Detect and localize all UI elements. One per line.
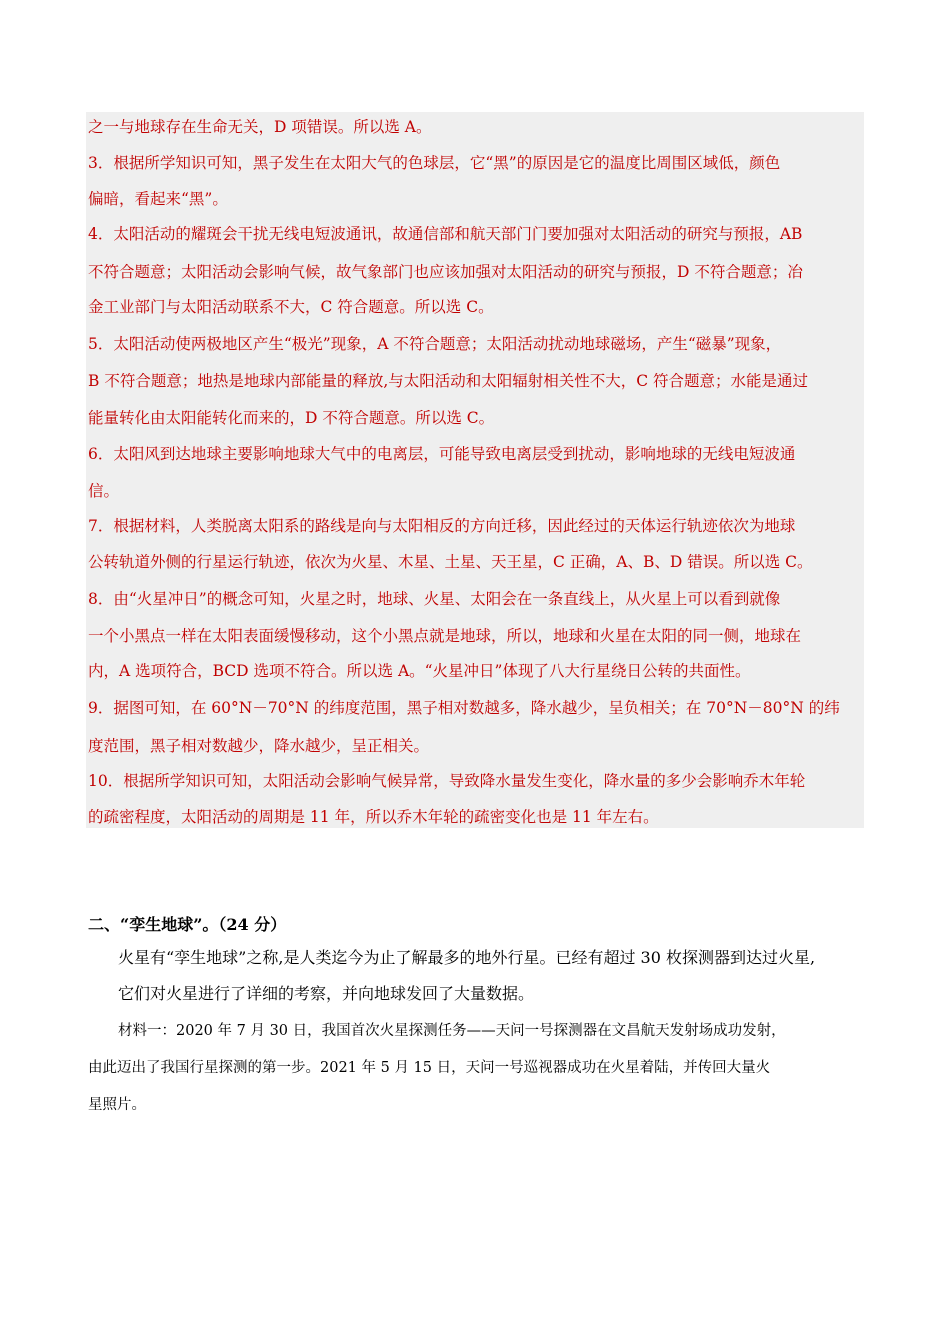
answer-line: 偏暗，看起来“黑”。 <box>88 190 228 208</box>
answer-line: 内，A 选项符合，BCD 选项不符合。所以选 A。“火星冲日”体现了八大行星绕日公转的共面性。 <box>88 662 751 680</box>
material-line: 由此迈出了我国行星探测的第一步。2021 年 5 月 15 日，天问一号巡视器成功在火星着陆，并传回大量火 <box>88 1060 771 1076</box>
answer-line: 10．根据所学知识可知，太阳活动会影响气候异常，导致降水量发生变化，降水量的多少会影响乔木年轮 <box>88 772 806 790</box>
answer-line: 不符合题意；太阳活动会影响气候，故气象部门也应该加强对太阳活动的研究与预报，D 不符合题意；冶 <box>88 263 803 281</box>
material-line: 星照片。 <box>88 1097 146 1113</box>
answer-line: 8．由“火星冲日”的概念可知，火星之时，地球、火星、太阳会在一条直线上，从火星上可以看到就像 <box>88 590 781 608</box>
answer-explanation-box <box>86 112 864 828</box>
answer-line: 的疏密程度，太阳活动的周期是 11 年，所以乔木年轮的疏密变化也是 11 年左右。 <box>88 808 659 826</box>
answer-line: 公转轨道外侧的行星运行轨迹，依次为火星、木星、土星、天王星，C 正确，A、B、D 错误。所以选 C。 <box>88 553 813 571</box>
answer-line: 能量转化由太阳能转化而来的，D 不符合题意。所以选 C。 <box>88 409 495 427</box>
answer-line: 4．太阳活动的耀斑会干扰无线电短波通讯，故通信部和航天部门门要加强对太阳活动的研究与预报，AB <box>88 225 803 243</box>
answer-line: 之一与地球存在生命无关，D 项错误。所以选 A。 <box>88 118 432 136</box>
answer-line: 7．根据材料，人类脱离太阳系的路线是向与太阳相反的方向迁移，因此经过的天体运行轨迹依次为地球 <box>88 517 796 535</box>
answer-line: 3．根据所学知识可知，黑子发生在太阳大气的色球层，它“黑”的原因是它的温度比周围区域低，颜色 <box>88 154 781 172</box>
answer-line: 度范围，黑子相对数越少，降水越少，呈正相关。 <box>88 737 430 755</box>
section-heading: 二、“孪生地球”。（24 分） <box>88 915 287 934</box>
material-line: 材料一：2020 年 7 月 30 日，我国首次火星探测任务——天问一号探测器在文昌航天发射场成功发射， <box>118 1023 786 1039</box>
answer-line: 5．太阳活动使两极地区产生“极光”现象，A 不符合题意；太阳活动扰动地球磁场，产生“磁暴”现象， <box>88 335 782 353</box>
answer-line: B 不符合题意；地热是地球内部能量的释放,与太阳活动和太阳辐射相关性不大，C 符合题意；水能是通过 <box>88 372 809 390</box>
intro-line: 火星有“孪生地球”之称,是人类迄今为止了解最多的地外行星。已经有超过 30 枚探测器到达过火星, <box>118 948 816 967</box>
answer-line: 9．据图可知，在 60°N－70°N 的纬度范围，黑子相对数越多，降水越少，呈负相关；在 70°N－80°N 的纬 <box>88 699 840 717</box>
answer-line: 一个小黑点一样在太阳表面缓慢移动，这个小黑点就是地球，所以，地球和火星在太阳的同一侧，地球在 <box>88 627 802 645</box>
answer-line: 6．太阳风到达地球主要影响地球大气中的电离层，可能导致电离层受到扰动，影响地球的无线电短波通 <box>88 445 796 463</box>
answer-line: 信。 <box>88 482 120 500</box>
answer-line: 金工业部门与太阳活动联系不大，C 符合题意。所以选 C。 <box>88 298 494 316</box>
intro-line: 它们对火星进行了详细的考察，并向地球发回了大量数据。 <box>118 984 535 1003</box>
